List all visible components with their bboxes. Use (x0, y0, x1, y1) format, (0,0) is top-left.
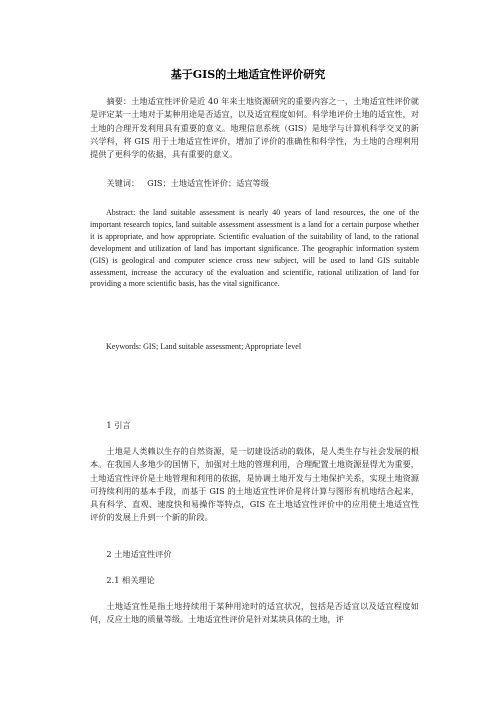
section-2-1-paragraph: 土地适宜性是指土地持续用于某种用途时的适宜状况，包括是否适宜以及适宜程度如何，反应土地的质量等级。土地适宜性评价是针对某块具体的土地，评 (90, 601, 419, 625)
keywords-chinese (90, 177, 419, 190)
keywords-english: Keywords: GIS; Land suitable assessment; Appropriate level (106, 342, 302, 351)
section-2-1-heading: 2.1 相关理论 (106, 575, 155, 585)
section-2-heading: 2 土地适宜性评价 (106, 549, 172, 559)
section-1-paragraph: 土地是人类赖以生存的自然资源，是一切建设活动的载体，是人类生存与社会发展的根本。在我国人多地少的国情下，加强对土地的管理利用，合理配置土地资源显得尤为重要，土地适宜性评价是土地管理和利用的依据，是协调土地开发与土地保护关系，实现土地资源可持续利用的基本手段，而基于 GIS 的土地适宜性评价是将计算与图形有机地结合起来，具有科学、直观、速度快和易操作等特点，GIS 在土地适宜性评价中的应用使土地适宜性评价的发展上升到一个新的阶段。 (90, 446, 419, 523)
keywords-chinese-values: GIS；土地适宜性评价；适宜等级 (147, 178, 269, 188)
document-title: 基于GIS的土地适宜性评价研究 (170, 68, 326, 81)
abstract-chinese: 摘要：土地适宜性评价是近 40 年来土地资源研究的重要内容之一，土地适宜性评价就是评定某一土地对于某种用途是否适宜，以及适宜程度如何。科学地评价土地的适宜性，对土地的合理开发利用具有重要的意义。地理信息系统（GIS）是地学与计算机科学交叉的新兴学科，将 GIS 用于土地适宜性评价，增加了评价的准确性和科学性，为土地的合理利用提供了更科学的依据，具有重要的意义。 (90, 96, 419, 160)
keywords-chinese-label: 关键词： (106, 178, 140, 188)
abstract-english: Abstract: the land suitable assessment is nearly 40 years of land resources, the one of the important research topics, land suitable assessment assessment is a land for a certain purpose whether it is appropriate, and how appropriate. Scientific evaluation of the suitability of land, to the rational development and utilization of land has important significance. The geographic information system (GIS) is geological and computer science cross new subject, will be used to land GIS suitable assessment, increase the accuracy of the evaluation and scientific, rational utilization of land for providing a more scientific basis, has the vital significance. (90, 208, 419, 289)
section-1-heading: 1 引言 (106, 420, 131, 430)
